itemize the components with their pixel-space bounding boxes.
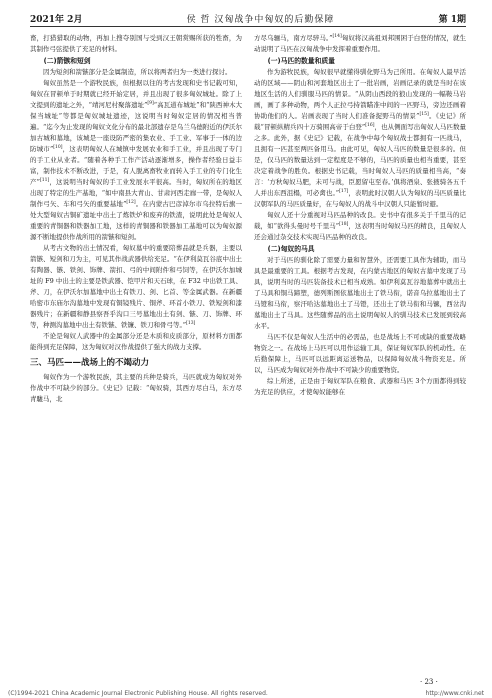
text-run: 。在内蒙古巴彦淖尔市乌拉特后旗一处大型匈奴古铜矿遗址中出土了炼铁炉和废弃的铁渣，说明此处是匈奴人重要的青铜器和铁器加工地，这样的青铜器和铁器加工基地可以为匈奴源源不断地提供作战所用的箭镞和短剑。 [30, 200, 242, 241]
body-paragraph [30, 331, 242, 353]
body-paragraph [30, 67, 242, 78]
text-run: 不论是匈奴人武器中的金属部分还是木质和皮质部分，原材料方面都能得到充足保障，这为匈奴对汉作战提供了强大的战力支撑。 [30, 332, 242, 351]
body-paragraph [254, 255, 466, 332]
text-run: 。《史记》所载“冒顿纵精兵四十万骑围高帝于白登” [254, 112, 466, 131]
section-heading [30, 356, 242, 370]
section-subheading [254, 243, 466, 255]
body-paragraph [254, 67, 466, 210]
body-paragraph [30, 372, 242, 405]
text-run: ，这表明当时匈奴马匹的精良，且匈奴人还会通过杂交技术实现马匹品种的改良。 [254, 222, 466, 241]
text-run: 方尽乌骊马，南方尽骍马。” [254, 34, 333, 42]
body-paragraph [254, 376, 466, 398]
text-run: ，也从侧面写出匈奴人马匹数量之多。此外，据《史记》记载，在战争中每个匈奴战士都拥有一匹战马，且拥有一匹甚至两匹备用马。由此可见，匈奴人马匹的数量是很多的。但是，仅马匹的数量达到一定程度是不够的，马匹的质量也相当重要，甚至决定着战争的胜负。根据史书记载，当时匈奴人马匹的质量相当高，“奏言：‘方秋匈奴马肥，未可与战，臣愿留屯至春。’俱将酒泉、张掖骑各五千人并出东西沮榻，可必禽也。” [254, 123, 466, 197]
issue-number: 第 1期 [438, 14, 466, 25]
copyright-text: (C)1994-2021 China Academic Journal Electronic Publishing House. All rights reserved. [8, 689, 268, 697]
text-run: ，这说明当时匈奴的手工业发展水平很高。当时，匈奴所在的地区出现了特定的生产基地，“如中南县大青山、甘肃河西走廊一带，是匈奴人制作弓矢、车和弓矢的重要基地” [30, 178, 242, 208]
section-subheading [30, 55, 242, 67]
text-run: 马匹不仅是匈奴人生活中的必需品，也是战场上不可或缺的重要战略物资之一。在战场上马匹可以用作运输工具，保证匈奴军队的机动性。在后勤保障上，马匹可以远距离运送物品，以保障匈奴战斗物资充足。所以，马匹成为匈奴对外作战中不可缺少的重要物资。 [254, 333, 466, 374]
text-run: 综上所述，正是由于匈奴军队在粮食、武器和马匹 3个方面都得到较为充足的供应，才使匈奴能够在 [254, 377, 466, 396]
copyright-footer [0, 688, 492, 698]
text-run: 三、马匹——战场上的不竭动力 [30, 358, 150, 368]
left-column [30, 33, 242, 673]
text-run: 作为游牧民族，匈奴很早就懂得驯化野马为己所用。在匈奴人最早活动的区域——阴山和河套地区出土了一批岩画，岩画记录的就是当时在该地区生活的人们驯服马匹的情景。“从阴山西段的狼山发现的一幅鞍马岩画，画了多种动物，两个人正拉弓持箭瞄准中间的一匹野马，旁边还画着协助他们的人。岩画表现了当时人们准备捉野马的情景” [254, 68, 466, 120]
citation-marker: [15] [419, 111, 429, 117]
body-paragraph [254, 33, 466, 55]
body-paragraph [254, 210, 466, 243]
citation-marker: [16] [365, 122, 375, 128]
text-run: 匈奴人还十分重视对马匹品种的改良。史书中有很多关于千里马的记载，如“欲得头曼时号千里马” [254, 211, 466, 230]
text-run: 匈奴虽然是一个游牧民族，但根据以往的考古发现和史书记载可知，匈奴在冒顿单于时期就已经开始定居，并且出现了很多匈奴城址。除了上文提到的遗址之外，“靖河尼村聚落遗址” [30, 79, 242, 109]
issue-date: 2021年 2月 [30, 14, 83, 25]
citation-marker: [17] [339, 188, 349, 194]
text-run: ，表明此时汉朝人认为匈奴的马匹质量比汉朝军队的马匹质量好，在与匈奴人的战斗中汉朝人只能暂时避。 [254, 189, 466, 208]
text-run: 因为短剑和箭镞部分是金属制造，所以将两者归为一类进行探讨。 [43, 68, 232, 76]
citation-marker: [14] [332, 33, 342, 39]
body-paragraph [30, 78, 242, 243]
text-run: 畜，打猎猎取的动物，再加上搜夺别国与受到汉王朝赏赐所获的牲畜，为其制作弓弦提供了充足的材料。 [30, 34, 242, 53]
citation-marker: [12] [126, 199, 136, 205]
citation-marker: [9] [147, 100, 154, 106]
header-rule [30, 26, 466, 27]
body-paragraph [30, 243, 242, 331]
text-run: ，这表明匈奴人在城镇中发展农业和手工业，并且出现了专门的手工业从业者。“随着各种手工作产活动逐渐增多，操作者经验日益丰富，制作技术不断改进，于是，有人脱离畜牧业而转入手工业的专门化生产” [30, 145, 242, 186]
citation-marker: [13] [186, 320, 196, 326]
article-running-title: 侯 哲 汉匈战争中匈奴的后勤保障 [186, 14, 335, 25]
text-run: 从考古文物的出土情况看，匈奴墓中的重要陪葬品就是兵器，主要以箭镞、短剑和刀为主，可见其作战武器供给充足。“在伊利莫瓦谷底中出土有陶器、镞、铁剑、饰牌、箭扣、弓的中间附件和弓饲等，在伊沃尔加城址的 F9 中出土的主要是铁武器、铠甲片和天石球，在 F32 中出铁工具、斧、刀，在伊沃尔加墓地中出土有铁刀、剑、匕首、等金属武器。在新疆哈密市东庙尔沟墓地中发现有铜镜残片、铜斧、环首小铁刀、铁短剑和漆器残片；在新疆和静县察吾乎沟口三号墓地出土有剑、镞、刀、饰牌、环等，种测沟墓地中出土有铁镞、铁镰、铁刀和骨弓等。” [30, 244, 242, 329]
text-run: 匈奴作为一个游牧民族，其主要的兵种是骑兵，马匹就成为匈奴对外作战中不可缺少的部分。《史记》记载：“匈奴骑，其西方尽白马，东方尽青駹马，北 [30, 373, 242, 403]
text-run: (二)箭镞和短剑 [43, 57, 91, 65]
right-column [254, 33, 466, 673]
body-paragraph [254, 332, 466, 376]
page-number: · 23 · [420, 678, 438, 686]
citation-marker: [18] [339, 221, 349, 227]
body-paragraph [30, 33, 242, 55]
text-run: 对于马匹的驯化除了需要力量和智慧外，还需要工具作为辅助，而马具是最重要的工具。根据考古发现，在内蒙古地区的匈奴古墓中发现了马具，说明当时的马匹装备技术已相当成熟。如伊利莫瓦谷地墓葬中就出土了马具和铜马蹄塑，德列斯图依墓地出土了铁马衔，诺音乌拉墓地出土了马镫和马衔，察汗哈达墓地出土了马镫，还出土了铁马衔和马镳，西岔沟墓地出土了马具。这些随葬品的出土说明匈奴人的驯马技术已发展到较高水平。 [254, 256, 466, 330]
text-run: 匈奴将汉高祖刘邦围困于白登的情况，就生动说明了马匹在汉匈战争中发挥着重要作用。 [254, 34, 466, 53]
section-subheading [254, 55, 466, 67]
text-run: (二)匈奴的马具 [267, 245, 315, 253]
text-run: “高瓦道布城址”和“陕西神木大保当城址”等都是匈奴城址遗迹，这说明当时匈奴定居的情况相当普遍。“迄今为止发现的匈奴文化分布的最北部遗存是乌兰乌德附近的伊沃尔加古城和墓地，该城是一座设防严密的集农业、手工业、军事于一体的边防城市” [30, 101, 242, 153]
cnki-link[interactable]: http://www.cnki.net [425, 689, 484, 697]
text-run: (一)马匹的数量和质量 [267, 57, 335, 65]
citation-marker: [11] [39, 177, 50, 183]
citation-marker: [10] [53, 144, 63, 150]
running-header [30, 10, 466, 26]
